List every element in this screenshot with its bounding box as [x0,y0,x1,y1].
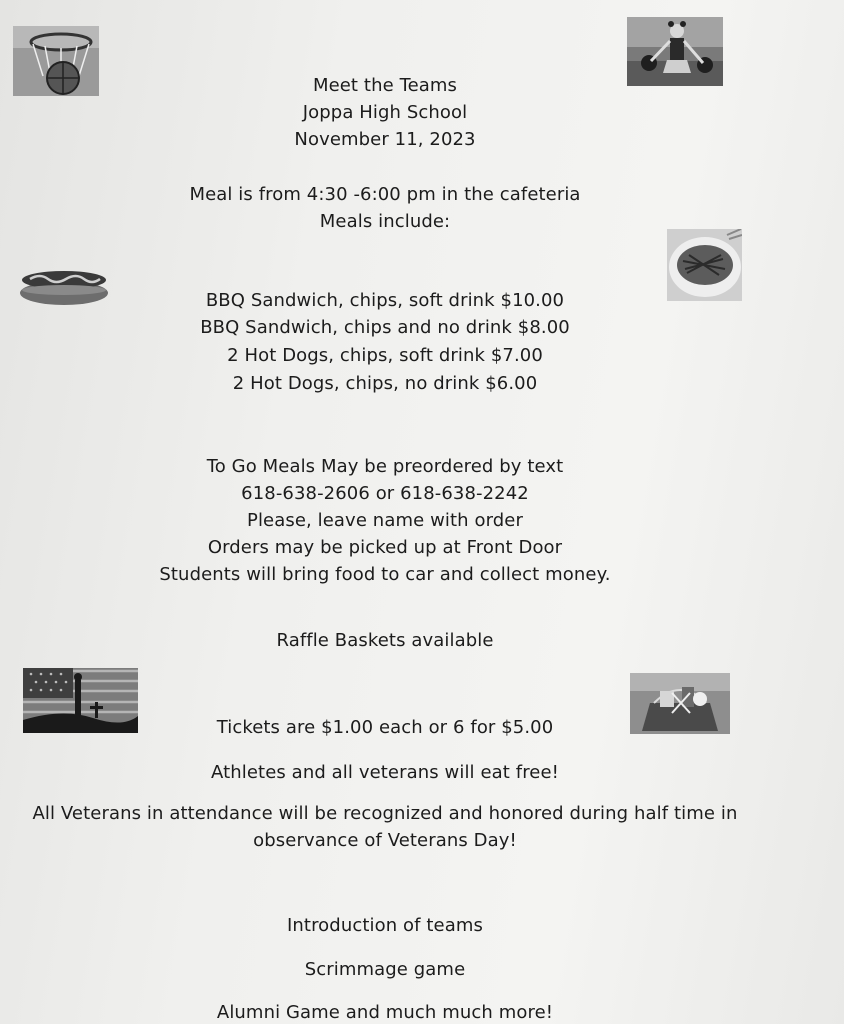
free-meals-note: Athletes and all veterans will eat free! [211,762,559,783]
event-date: November 11, 2023 [294,129,476,150]
menu-item: BBQ Sandwich, chips and no drink $8.00 [200,317,570,338]
school-name: Joppa High School [302,102,468,123]
veterans-honor: observance of Veterans Day! [253,830,517,851]
menu-item: 2 Hot Dogs, chips, soft drink $7.00 [227,345,543,366]
to-go-line: Students will bring food to car and collect money. [159,564,611,585]
meal-time: Meal is from 4:30 -6:00 pm in the cafeteria [189,184,581,205]
raffle-available: Raffle Baskets available [276,630,494,651]
event-item: Scrimmage game [304,959,466,980]
to-go-line: Please, leave name with order [247,510,523,531]
menu-item: BBQ Sandwich, chips, soft drink $10.00 [205,290,565,311]
to-go-line: Orders may be picked up at Front Door [207,537,563,558]
event-item: Introduction of teams [287,915,483,936]
veterans-honor: All Veterans in attendance will be recognized and honored during half time in [32,803,738,824]
page-title: Meet the Teams [312,75,458,96]
meals-include-label: Meals include: [319,211,451,232]
menu-item: 2 Hot Dogs, chips, no drink $6.00 [232,373,538,394]
raffle-tickets: Tickets are $1.00 each or 6 for $5.00 [216,717,554,738]
to-go-line: To Go Meals May be preordered by text [206,456,564,477]
event-item: Alumni Game and much much more! [216,1002,554,1023]
phone-numbers: 618-638-2606 or 618-638-2242 [241,483,529,504]
